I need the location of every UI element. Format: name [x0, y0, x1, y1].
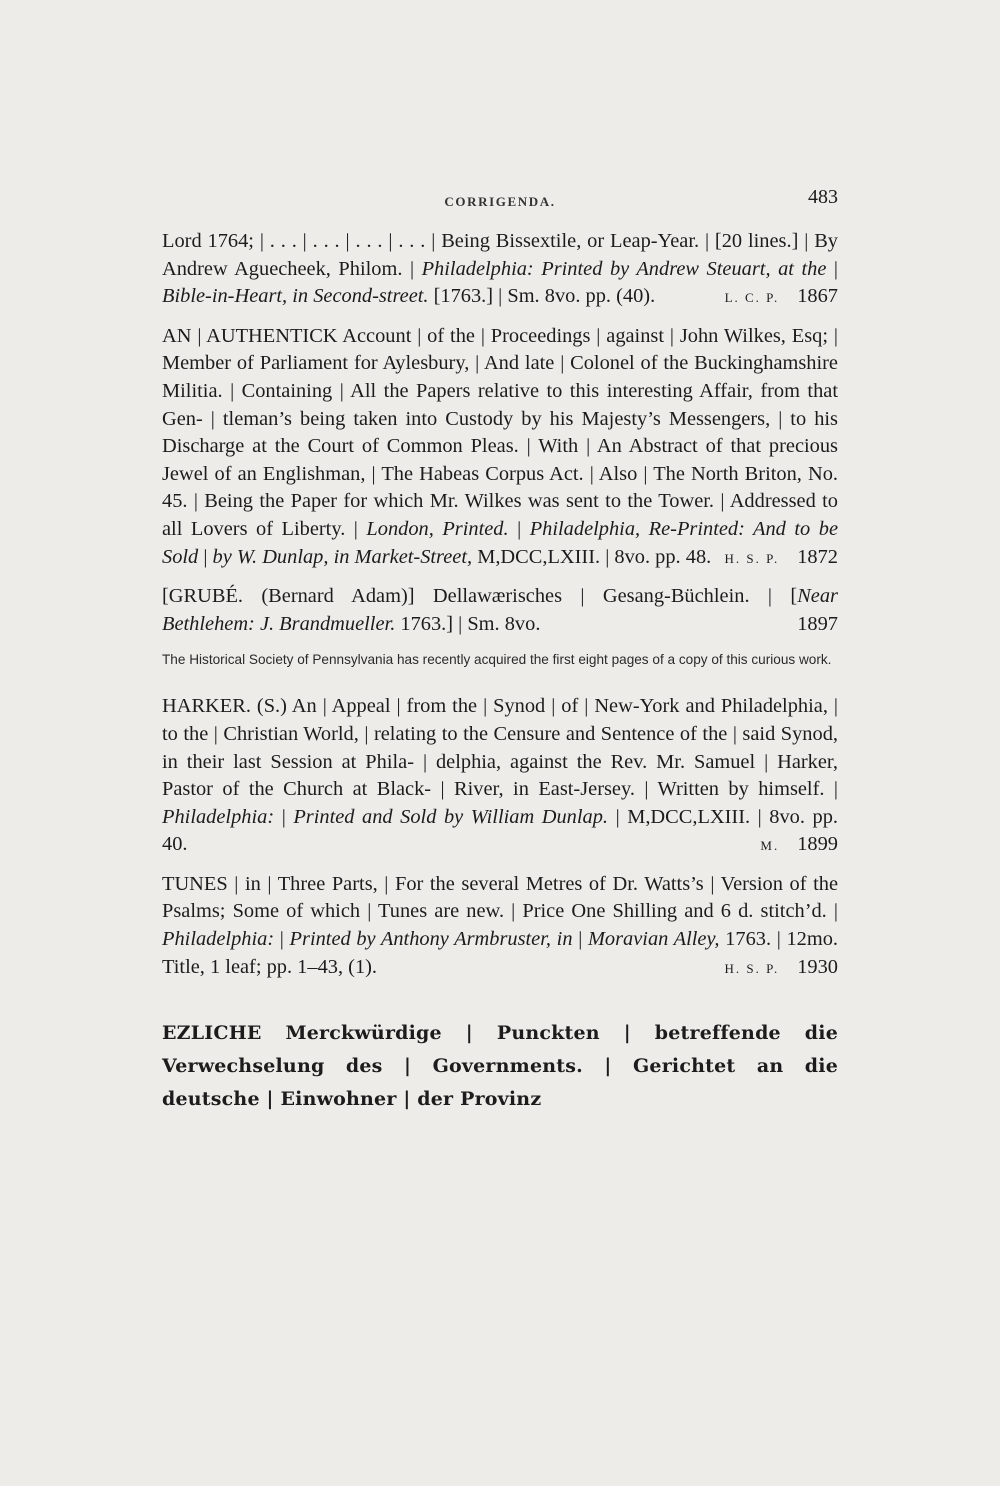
entry-text: | [274, 805, 294, 828]
entry-text: Philadelphia, Re-Printed: And to be Sold [162, 517, 838, 568]
entry-reference [760, 831, 838, 860]
page-number: 483 [808, 186, 838, 208]
entry-1867 [162, 228, 838, 311]
entry-text: Printed and Sold by William Dunlap. [293, 805, 609, 828]
entry-text: | [508, 517, 530, 540]
entry-text: | M,DCC,LXIII. | 8vo. pp. 40. [162, 805, 839, 856]
entry-number: 1897 [797, 612, 838, 635]
page-header [162, 186, 838, 220]
running-head: CORRIGENDA. [444, 194, 556, 209]
entry-number: 1867 [797, 285, 838, 308]
entry-reference [797, 611, 838, 639]
entry-text: [GRUBÉ. (Bernard Adam)] Dellawærisches | Gesang-Büchlein. | [ [162, 585, 798, 608]
entry-text: | [572, 928, 588, 951]
entry-text: by W. Dunlap, in Market-Street, [212, 545, 473, 568]
entry-text: [1763.] | Sm. 8vo. pp. (40). [428, 285, 656, 308]
entry-text: Moravian Alley, [587, 928, 720, 951]
library-code: L. C. P. [724, 290, 780, 306]
entry-text: AN | AUTHENTICK Account | of the | Proceedings | against | John Wilkes, Esq; | Member of Parliament for Aylesbury, | And late | Colonel of the Buckinghamshire Militia. | Containing | All the Papers relative to this interesting Affair, from that Gen- | tleman’s being taken into Custody by his Majesty’s Messengers, | to his Discharge at the Court of Common Pleas. | With | An Abstract of that precious Jewel of an Englishman, | The Habeas Corpus Act. | Also | The North Briton, No. 45. | Being the Paper for which Mr. Wilkes was sent to the Tower. | Addressed to all Lovers of Liberty. | [162, 324, 838, 540]
entry-1930 [162, 871, 838, 981]
entry-text: Philadelphia: [162, 805, 275, 828]
entry-text: Near Bethlehem: J. Brandmueller. [162, 585, 838, 635]
entry-text: M,DCC,LXIII. | 8vo. pp. 48. [472, 545, 712, 568]
entry-text: | [826, 257, 839, 280]
fraktur-entry: EZLICHE Merckwürdige | Punckten | betreffende die Verwechselung des | Governments. | Gerichtet an die deutsche | Einwohner | der Provinz [162, 1022, 838, 1111]
entry-text: 1763.] | Sm. 8vo. [395, 612, 541, 635]
library-code: M. [760, 838, 780, 854]
entry-1872 [162, 323, 838, 571]
entry-text: London, Printed. [366, 517, 509, 540]
entry-reference [725, 544, 838, 573]
entry-text: 1763. | 12mo. Title, 1 leaf; pp. 1–43, (1). [162, 928, 838, 978]
entry-text: HARKER. (S.) An | Appeal | from the | Synod | of | New-York and Philadelphia, | to the | Christian World, | relating to the Censure and Sentence of the | said Synod, in their last Session at Phila- | delphia, against the Rev. Mr. Samuel | Harker, Pastor of the Church at Black- | River, in East-Jersey. | Written by himself. | [162, 695, 838, 801]
entry-text: Philadelphia: [162, 928, 275, 951]
entry-text: Lord 1764; | . . . | . . . | . . . | . . . | Being Bissextile, or Leap-Year. | [20 lines.] | By Andrew Aguecheek, Philom. | [162, 230, 838, 280]
entry-number: 1930 [797, 955, 838, 978]
entry-text: Philadelphia: Printed by Andrew Steuart, at the [421, 257, 827, 280]
entry-1897 [162, 583, 838, 638]
entry-number: 1899 [797, 833, 838, 856]
entry-reference [725, 954, 838, 983]
entry-text: Bible-in-Heart, in Second-street. [162, 285, 429, 308]
entry-1899 [162, 693, 838, 859]
entry-text: TUNES | in | Three Parts, | For the several Metres of Dr. Watts’s | Version of the Psalms; Some of which | Tunes are new. | Price One Shilling and 6 d. stitch’d. | [162, 872, 838, 923]
entry-text: Printed by Anthony Armbruster, in [289, 928, 573, 951]
entry-text: | [274, 928, 290, 951]
entry-number: 1872 [797, 545, 838, 568]
library-code: H. S. P. [724, 550, 780, 566]
library-code: H. S. P. [724, 960, 780, 976]
page [162, 186, 838, 1135]
footnote: The Historical Society of Pennsylvania has recently acquired the first eight pages of a copy of this curious work. [162, 652, 832, 668]
entry-text: | [198, 545, 213, 568]
entry-reference [725, 283, 838, 312]
